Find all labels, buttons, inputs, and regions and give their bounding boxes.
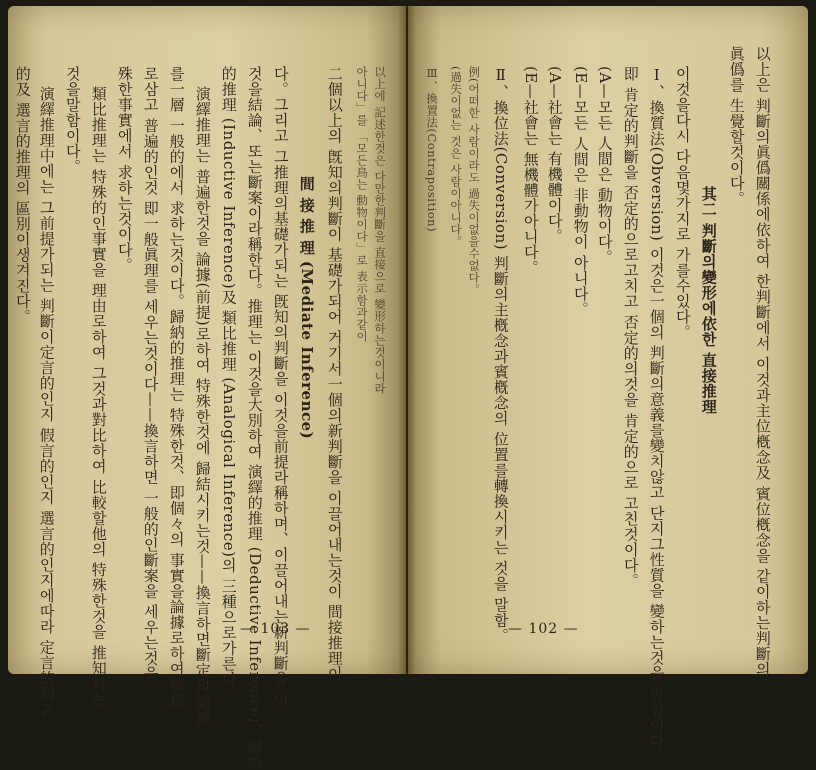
text-line: 類比推理는 特殊的인事實을 理由로하여 그것과對比하여 比較할他의 特殊한것을 推知하는 [89,86,108,707]
text-line: (A—모든 人間은 動物이다。 [595,66,614,265]
text-line: 的及 選言的推理의 區別이생겨진다。 [13,66,32,325]
book-gutter [398,6,416,674]
text-line: Ⅲ、換置法(Contraposition) [425,66,440,233]
text-line: 的推理 (Inductive Inference)及 類比推理 (Analogical Inference)의 三種으로가른다。 [219,66,238,703]
text-line: 演繹推理는 普遍한것을 論據(前提)로하여 特殊한것에 歸結시키는것——換言하면斷定의論據 [193,86,212,725]
text-line: 眞僞를 生覺할것이다。 [727,46,746,207]
left-page [8,6,406,770]
text-line: 것을結論、또는斷案이라稱한다。推理는 이것을大別하여 演繹的推理 (Deductive Inference)、歸納 [245,66,264,770]
text-line: 아니다」를 「모든鳥는 動物이다」로 表示함과같이 [355,66,370,343]
text-line: Ⅰ、換質法(Obversion) 이것은一個의 判斷의意義를變치않고 단지그性質을 變하는것을 말함이다 [647,66,666,749]
text-line: (E—모든 人間은 非動物이 아니다。 [571,66,590,317]
text-line: 以上은 判斷의眞僞關係에依하여 한判斷에서 이것과主位槪念及 賓位槪念을 같이하는判斷의 [753,46,772,677]
text-line: 殊한事實에서 求하는것이다。 [115,66,134,273]
page-number: — 102 — [508,621,579,637]
text-line: 以上에 記述한것은 다만한判斷을 直接으로 變形하는것이니라 [373,66,388,395]
text-line: (過失이없는 것은 사람이아니다。 [449,66,464,248]
text-line: 例(어떠한 사람이라도 過失이없을수없다。 [467,66,482,296]
text-line: 即 肯定的判斷을 否定的으로고치고 否定的의것을 肯定的으로 고친것이다。 [621,66,640,589]
section-heading: 其二 判斷의變形에依한 直接推理 [699,186,718,415]
right-page [408,6,808,749]
text-line: (A—社會는 有機體이다。 [545,66,564,244]
text-line: Ⅱ、換位法(Conversion) 判斷의主槪念과賓槪念의 位置를轉換시키는 것을 말함。 [491,66,510,644]
text-line: (E—社會는 無機體가아니다。 [521,66,540,276]
text-line: 것을말함이다。 [63,66,82,175]
text-line: 演繹推理中에는 그前提가되는 判斷이定言的인지 假言的인지 選言的인지에따라 定言的假言 [37,86,56,717]
text-line: 로삼고 普遍的인것 即一般眞理를 세우는것이다——換言하면 一般的인斷案을 세우는것을 [141,66,160,682]
text-line: 이것을다시 다음몇가지로 가를수있다。 [673,66,692,341]
section-heading: 間 接 推 理 (Mediate Inference) [297,176,316,440]
text-line: 二個以上의 旣知의判斷이 基礎가되어 거기서一個의新判斷을 이끌어내는것이 間接推理이 [325,66,344,682]
text-line: 를一層 一般的에서 求하는것이다。歸納的推理는 特殊한것、即個々의 事實을論據로하여前提 [167,66,186,708]
text-line: 다。그리고 그推理의基礎가되는 旣知의判斷을 이것을前提라稱하며、이끌어내는新判斷을 이 [271,66,290,708]
page-number: — 103 — [240,621,311,637]
